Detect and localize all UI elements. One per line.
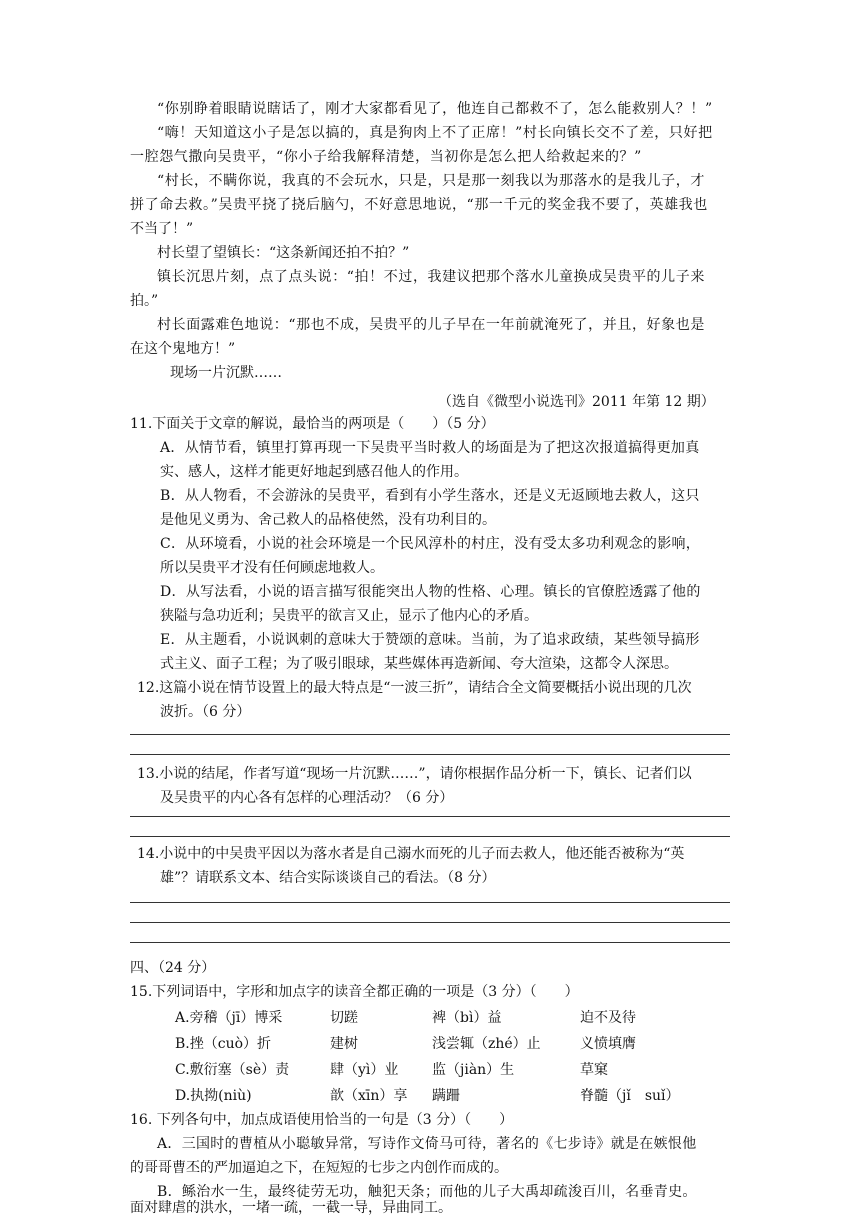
answer-line[interactable] [130,734,730,735]
q11-option-a: A．从情节看，镇里打算再现一下吴贵平当时救人的场面是为了把这次报道搞得更加真 [160,440,700,456]
q15-option-c-word1: C.敷衍塞（sè）责 [175,1062,290,1078]
q11-option-a-cont: 实、感人，这样才能更好地起到感召他人的作用。 [160,464,468,480]
story-paragraph: 村长望了望镇长：“这条新闻还拍不拍？” [157,245,410,261]
q15-option-a-word4: 迫不及待 [580,1010,636,1026]
question-16-stem: 16. 下列各句中，加点成语使用恰当的一句是（3 分）（ ） [130,1112,514,1128]
q11-option-b: B．从人物看，不会游泳的吴贵平，看到有小学生落水，还是义无返顾地去救人，这只 [160,488,700,504]
q15-option-c-word4: 草窠 [580,1062,608,1078]
story-paragraph: 镇长沉思片刻，点了点头说：“拍！不过，我建议把那个落水儿童换成吴贵平的儿子来 [157,269,705,285]
q16-option-b-cont: 面对肆虐的洪水，一堵一疏，一截一导，异曲同工。 [130,1200,452,1216]
q11-option-e: E．从主题看，小说讽刺的意味大于赞颂的意味。当前，为了追求政绩，某些领导搞形 [160,632,700,648]
q11-option-d: D．从写法看，小说的语言描写很能突出人物的性格、心理。镇长的官僚腔透露了他的 [160,584,701,600]
story-paragraph: “嗨！天知道这小子是怎以搞的，真是狗肉上不了正席！”村长向镇长交不了差，只好把 [157,125,713,141]
q11-option-d-cont: 狭隘与急功近利；吴贵平的欲言又止，显示了他内心的矛盾。 [160,608,538,624]
question-14-stem-cont: 雄”？请联系文本、结合实际谈谈自己的看法。（8 分） [160,870,496,886]
answer-line[interactable] [130,922,730,923]
q15-option-b-word1: B.挫（cuò）折 [175,1036,272,1052]
story-paragraph-cont: 拍。” [130,293,159,309]
q15-option-a-word3: 裨（bì）益 [432,1010,502,1026]
q15-option-b-word3: 浅尝辄（zhé）止 [432,1036,541,1052]
story-paragraph: 现场一片沉默…… [170,365,282,381]
q11-option-c: C．从环境看，小说的社会环境是一个民风淳朴的村庄，没有受太多功利观念的影响， [160,536,701,552]
q11-option-c-cont: 所以吴贵平才没有任何顾虑地救人。 [160,560,384,576]
answer-line[interactable] [130,754,730,755]
q15-option-d-word2: 歆（xīn）享 [330,1088,408,1104]
question-12-stem-cont: 波折。（6 分） [160,704,251,720]
story-paragraph-cont: 拼了命去救。”吴贵平挠了挠后脑勺，不好意思地说，“那一千元的奖金我不要了，英雄我也 [130,197,708,213]
q16-option-a-cont: 的哥哥曹丕的严加逼迫之下，在短短的七步之内创作而成的。 [130,1160,508,1176]
question-13-stem-cont: 及吴贵平的内心各有怎样的心理活动？（6 分） [160,790,454,806]
story-paragraph: “村长，不瞒你说，我真的不会玩水，只是，只是那一刻我以为那落水的是我儿子，才 [157,173,705,189]
story-paragraph-cont: 不当了！” [130,221,194,237]
story-paragraph: 村长面露难色地说：“那也不成，吴贵平的儿子早在一年前就淹死了，并且，好象也是 [157,317,705,333]
source-citation: （选自《微型小说选刊》2011 年第 12 期） [438,394,715,410]
answer-line[interactable] [130,816,730,817]
question-15-stem: 15.下列词语中，字形和加点字的读音全都正确的一项是（3 分）（ ） [130,984,579,1000]
q16-option-a: A．三国时的曹植从小聪敏异常，写诗作文倚马可待，著名的《七步诗》就是在嫉恨他 [157,1136,697,1152]
answer-line[interactable] [130,942,730,943]
question-13-stem: 13.小说的结尾，作者写道“现场一片沉默……”，请你根据作品分析一下，镇长、记者们以 [137,766,692,782]
q15-option-d-word3: 蹒跚 [432,1088,460,1104]
q15-option-c-word2: 肆（yì）业 [330,1062,399,1078]
answer-line[interactable] [130,836,730,837]
story-paragraph-cont: 在这个鬼地方！” [130,341,236,357]
question-11-stem: 11.下面关于文章的解说，最恰当的两项是（ ）（5 分） [130,416,495,432]
q15-option-c-word3: 监（jiàn）生 [432,1062,515,1078]
q15-option-b-word4: 义愤填膺 [580,1036,636,1052]
story-paragraph: “你别睁着眼睛说瞎话了，刚才大家都看见了，他连自己都救不了，怎么能救别人？！” [157,101,713,117]
q15-option-a-word2: 切蹉 [330,1010,358,1026]
q11-option-e-cont: 式主义、面子工程；为了吸引眼球，某些媒体再造新闻、夸大渲染，这都令人深思。 [160,656,678,672]
question-12-stem: 12.这篇小说在情节设置上的最大特点是“一波三折”，请结合全文简要概括小说出现的几次 [137,680,692,696]
q15-option-d-word1: D.执拗(niù) [175,1088,252,1104]
q16-option-b: B．鲧治水一生，最终徒劳无功，触犯天条；而他的儿子大禹却疏浚百川，名垂青史。 [157,1184,697,1200]
question-14-stem: 14.小说中的中吴贵平因以为落水者是自己溺水而死的儿子而去救人，他还能否被称为“英 [137,846,685,862]
q11-option-b-cont: 是他见义勇为、舍己救人的品格使然，没有功利目的。 [160,512,496,528]
q15-option-b-word2: 建树 [330,1036,358,1052]
q15-option-a-word1: A.旁稽（jī）博采 [175,1010,283,1026]
q15-option-d-word4: 脊髓（jǐ suǐ） [580,1088,680,1104]
story-paragraph-cont: 一腔怨气撒向吴贵平，“你小子给我解释清楚，当初你是怎么把人给救起来的？” [130,149,642,165]
answer-line[interactable] [130,902,730,903]
section-heading: 四、（24 分） [130,960,216,976]
